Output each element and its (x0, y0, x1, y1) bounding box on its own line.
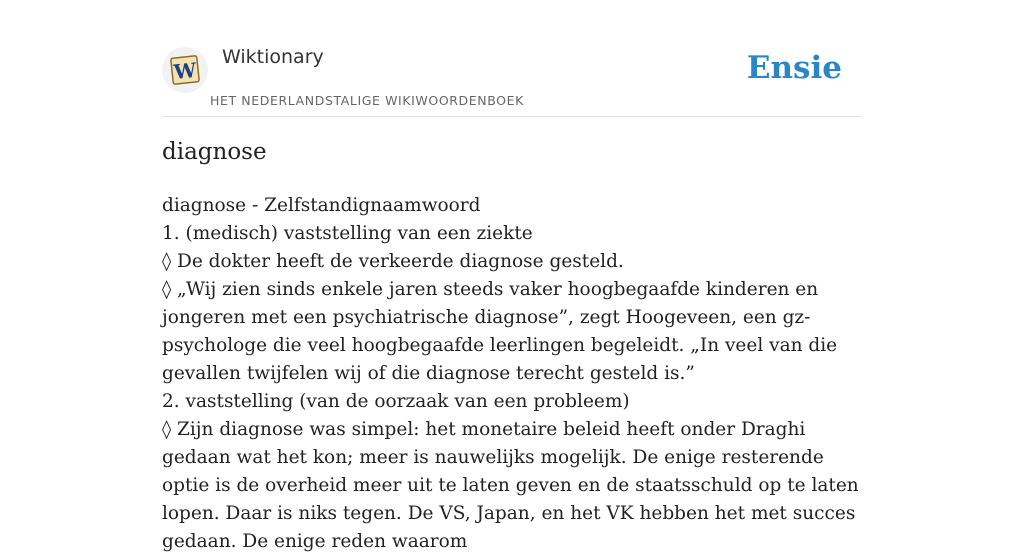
definition-sense-1: 1. (medisch) vaststelling van een ziekte (162, 223, 533, 244)
definition-example: ◊ Zijn diagnose was simpel: het monetaire beleid heeft onder Draghi gedaan wat het kon; meer is nauwelijks mogelijk. De enige resterende optie is de overheid meer uit te laten geven en de staatsschuld op te laten lopen. Daar is niks tegen. De VS, Japan, en het VK hebben het met succes gedaan. De enige reden waarom (162, 419, 859, 552)
site-tagline: HET NEDERLANDSTALIGE WIKIWOORDENBOEK (210, 93, 524, 108)
page-container (162, 0, 862, 552)
definition-sense-2: 2. vaststelling (van de oorzaak van een probleem) (162, 391, 630, 412)
site-name-link[interactable]: Wiktionary (222, 46, 324, 68)
ensie-brand-link[interactable]: Ensie (746, 50, 842, 86)
definition-example: ◊ De dokter heeft de verkeerde diagnose gesteld. (162, 251, 624, 272)
definition-headword-line: diagnose - Zelfstandignaamwoord (162, 195, 481, 216)
site-header (162, 0, 862, 117)
wiktionary-logo-icon[interactable] (162, 47, 208, 93)
logo-letter: W (172, 57, 198, 85)
logo-tile (168, 53, 202, 87)
page-title: diagnose (162, 139, 267, 165)
definition-body (162, 192, 862, 556)
definition-example: ◊ „Wij zien sinds enkele jaren steeds vaker hoogbegaafde kinderen en jongeren met een psychiatrische diagnose”, zegt Hoogeveen, een gz-psychologe die veel hoogbegaafde leerlingen begeleidt. „In veel van die gevallen twijfelen wij of die diagnose terecht gesteld is.” (162, 279, 838, 384)
